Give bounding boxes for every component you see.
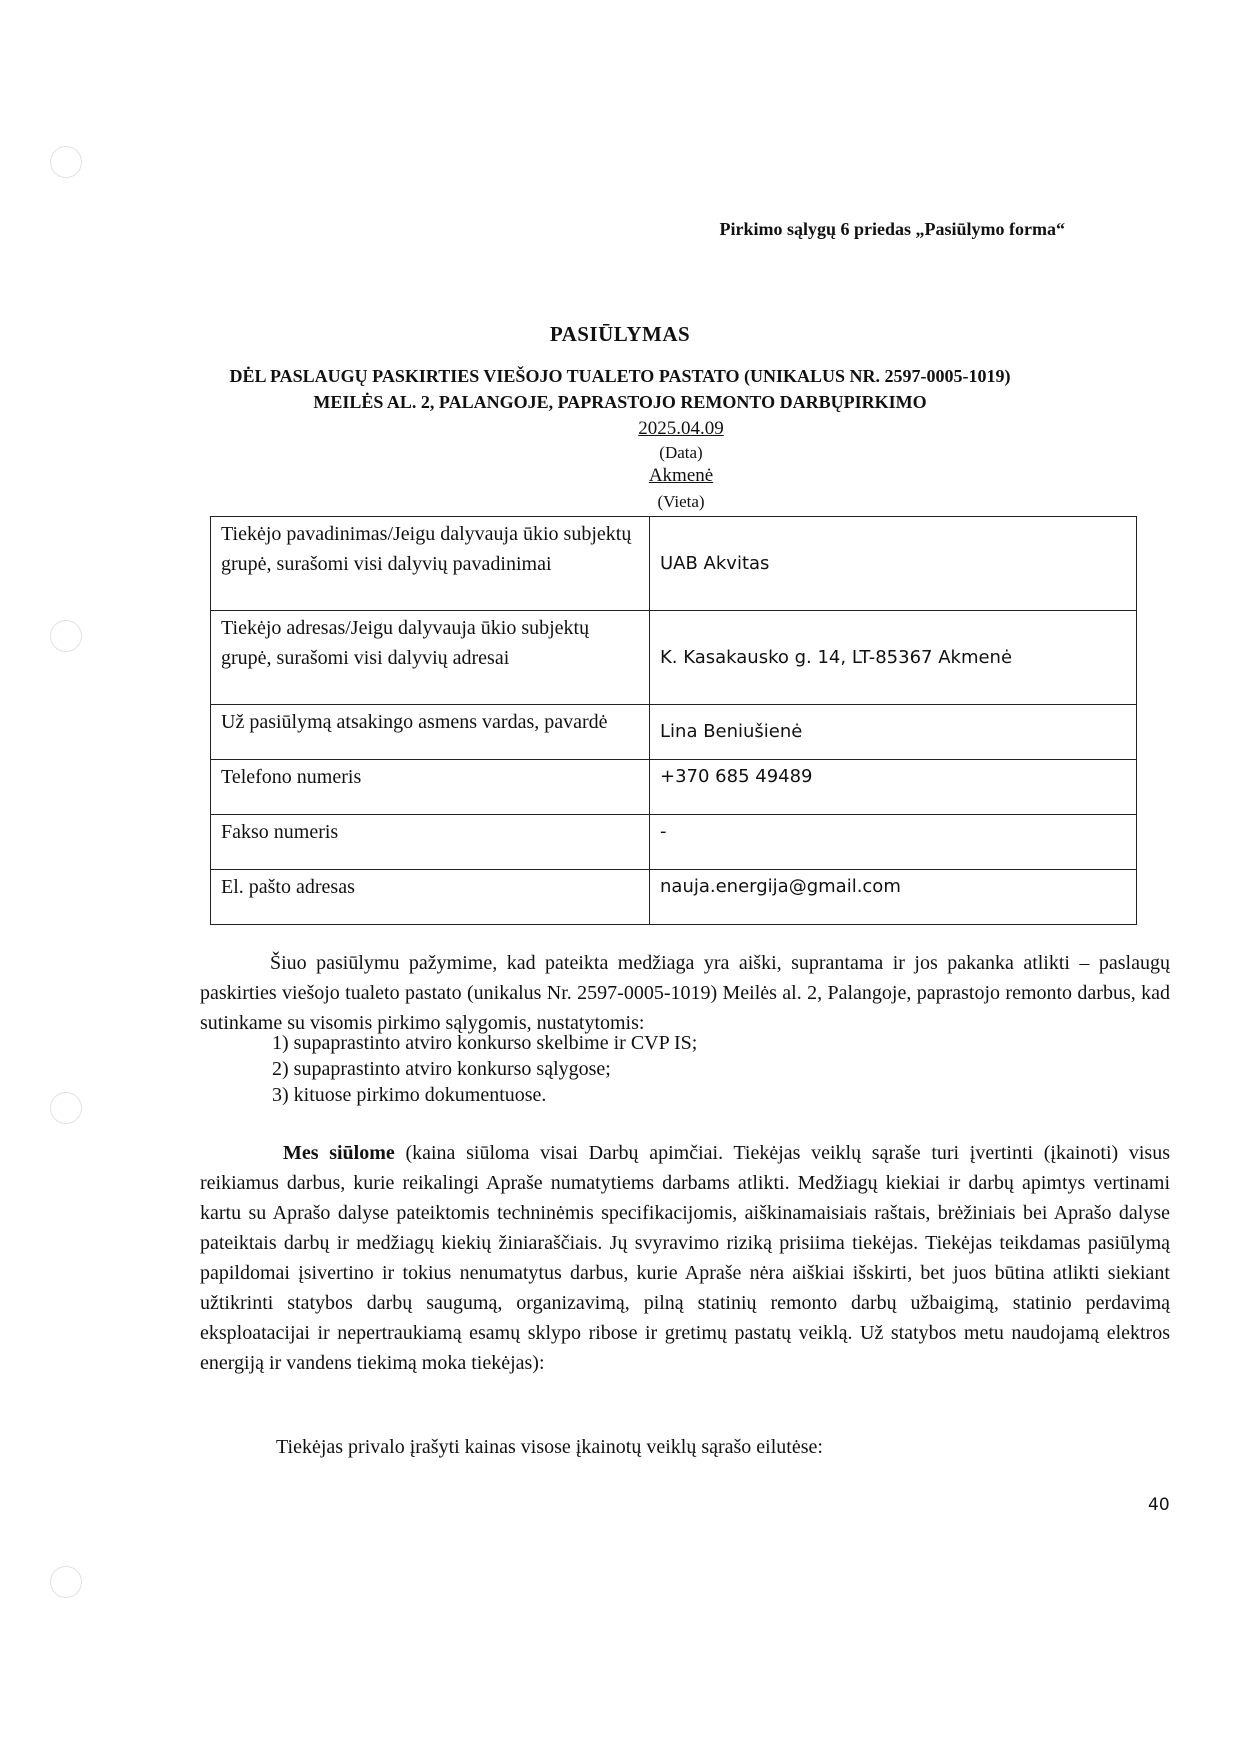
subtitle-line-1: DĖL PASLAUGŲ PASKIRTIES VIEŠOJO TUALETO PASTATO (UNIKALUS NR. 2597-0005-1019) bbox=[229, 366, 1011, 386]
supplier-info-table bbox=[210, 516, 1137, 925]
row-label: Fakso numeris bbox=[211, 815, 650, 870]
document-title: PASIŪLYMAS bbox=[549, 322, 691, 346]
supplier-address-value: K. Kasakausko g. 14, LT-85367 Akmenė bbox=[650, 611, 1137, 705]
row-label: Tiekėjo pavadinimas/Jeigu dalyvauja ūkio subjektų grupė, surašomi visi dalyvių pavadinimai bbox=[211, 517, 650, 611]
table-row bbox=[211, 870, 1137, 925]
final-note: Tiekėjas privalo įrašyti kainas visose įkainotų veiklų sąrašo eilutėse: bbox=[276, 1436, 823, 1458]
row-label: Tiekėjo adresas/Jeigu dalyvauja ūkio subjektų grupė, surašomi visi dalyvių adresai bbox=[211, 611, 650, 705]
contact-person-value: Lina Beniušienė bbox=[650, 705, 1137, 760]
table-row bbox=[211, 705, 1137, 760]
offer-text: (kaina siūloma visai Darbų apimčiai. Tiekėjas veiklų sąraše turi įvertinti (įkainoti) visus reikiamus darbus, kurie reikalingi Apraše numatytiems darbams atlikti. Medžiagų kiekiai ir darbų apimtys vertinami kartu su Aprašo dalyse pateiktomis techninėmis specifikacijomis, aiškinamaisiais raštais, brėžiniais bei Aprašo dalyse pateiktais darbų ir medžiagų kiekių žiniaraščiais. Jų svyravimo riziką prisiima tiekėjas. Tiekėjas teikdamas pasiūlymą papildomai įsivertino ir tokius nenumatytus darbus, kurie Apraše nėra aiškiai išskirti, bet juos būtina atlikti siekiant užtikrinti statybos darbų saugumą, organizavimą, pilną statinių remonto darbų užbaigimą, statinio perdavimą eksploatacijai ir nepertraukiamą esamų sklypo ribose ir gretimų pastatų veiklą. Už statybos metu naudojamą elektros energiją ir vandens tiekimą moka tiekėjas): bbox=[200, 1142, 1170, 1374]
list-item: 3) kituose pirkimo dokumentuose. bbox=[272, 1084, 547, 1106]
annex-note: Pirkimo sąlygų 6 priedas „Pasiūlymo forma“ bbox=[719, 219, 1065, 239]
punch-hole bbox=[50, 1092, 82, 1124]
page-number: 40 bbox=[1148, 1495, 1170, 1515]
email-value: nauja.energija@gmail.com bbox=[650, 870, 1137, 925]
punch-hole bbox=[50, 146, 82, 178]
offer-paragraph bbox=[200, 1138, 1170, 1378]
date-value: 2025.04.09 bbox=[638, 418, 724, 439]
subtitle-line-2: MEILĖS AL. 2, PALANGOJE, PAPRASTOJO REMONTO DARBŲPIRKIMO bbox=[313, 392, 927, 412]
row-label: Už pasiūlymą atsakingo asmens vardas, pavardė bbox=[211, 705, 650, 760]
table-row bbox=[211, 760, 1137, 815]
date-caption: (Data) bbox=[659, 443, 703, 462]
punch-hole bbox=[50, 1566, 82, 1598]
supplier-name-value: UAB Akvitas bbox=[650, 517, 1137, 611]
row-label: El. pašto adresas bbox=[211, 870, 650, 925]
place-value: Akmenė bbox=[648, 465, 714, 486]
fax-value: - bbox=[650, 815, 1137, 870]
table-row bbox=[211, 611, 1137, 705]
offer-lead: Mes siūlome bbox=[283, 1142, 395, 1164]
punch-hole bbox=[50, 620, 82, 652]
row-label: Telefono numeris bbox=[211, 760, 650, 815]
table-row bbox=[211, 815, 1137, 870]
list-item: 1) supaprastinto atviro konkurso skelbime ir CVP IS; bbox=[272, 1032, 698, 1054]
statement-paragraph: Šiuo pasiūlymu pažymime, kad pateikta medžiaga yra aiški, suprantama ir jos pakanka atlikti – paslaugų paskirties viešojo tualeto pastato (unikalus Nr. 2597-0005-1019) Meilės al. 2, Palangoje, paprastojo remonto darbus, kad sutinkame su visomis pirkimo sąlygomis, nustatytomis: bbox=[200, 952, 1170, 1034]
place-caption: (Vieta) bbox=[657, 492, 705, 511]
table-row bbox=[211, 517, 1137, 611]
list-item: 2) supaprastinto atviro konkurso sąlygose; bbox=[272, 1058, 611, 1080]
phone-value: +370 685 49489 bbox=[650, 760, 1137, 815]
